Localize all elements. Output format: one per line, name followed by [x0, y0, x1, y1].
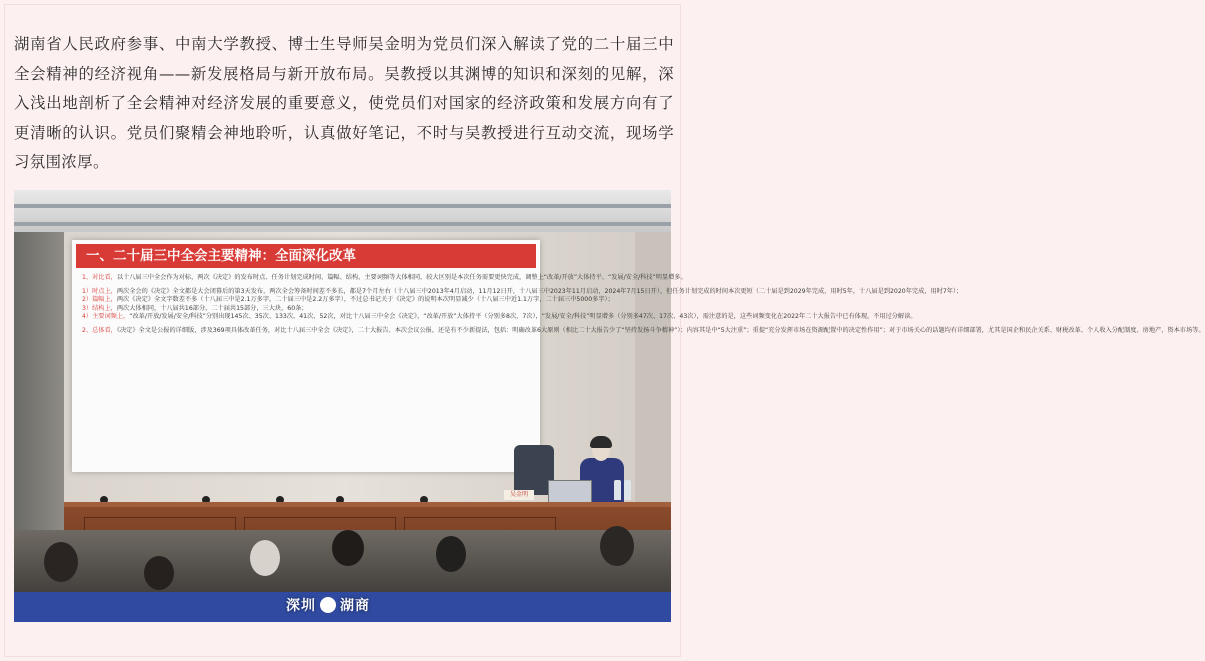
shenzhen-hunan-chamber-logo-icon [320, 597, 336, 613]
slide-line: 2、总体看，《决定》全文是公报的详细版，涉及369项具体改革任务，对比十八届三中全会《决定》，二十大报告、本次会议公报，还是有不少新提法，包括：明确改革6大原则（相比二十大报告少了“坚持发扬斗争精神”）；内容其是中“5大注重”；重提“充分发挥市场在资源配置中的决定性作用”；对于市场关心的话题均有详细部署，尤其是国企和民企关系、财税改革、个人收入分配制度、房地产、资本市场等。 [82, 326, 1205, 334]
left-pillar [14, 232, 64, 562]
audience-head [250, 540, 280, 576]
audience-head [600, 526, 634, 566]
slide-line: 4）主要词频上，“改革/开放/发展/安全/科技”分别出现145次、35次、133次、41次、52次，对比十八届三中全会《决定》，“改革/开放”大体持平（分别多8次，7次），“发展/安全/科技”明显增多（分别多47次、17次、43次），需注意的是，这些词频变化在2022年二十大报告中已有体现，不用过分解读。 [82, 313, 917, 321]
watermark: 深圳 湖商 [286, 598, 370, 614]
lecture-photo [14, 190, 1205, 622]
audience-head [44, 542, 78, 582]
slide-body [82, 274, 1205, 336]
article-paragraph: 湖南省人民政府参事、中南大学教授、博士生导师吴金明为党员们深入解读了党的二十届三中全会精神的经济视角——新发展格局与新开放布局。吴教授以其渊博的知识和深刻的见解，深入浅出地剖析了全会精神对经济发展的重要意义，使党员们对国家的经济政策和发展方向有了更清晰的认识。党员们聚精会神地聆听，认真做好笔记，不时与吴教授进行互动交流，现场学习氛围浓厚。 [14, 35, 674, 171]
ceiling [14, 190, 671, 232]
audience-head [144, 556, 174, 590]
audience-head [332, 530, 364, 566]
slide-line: 3）结构上，两次大体相同，十八届共16部分，二十届共15部分，三大块，60条； [82, 304, 308, 312]
projection-screen [72, 240, 1205, 472]
slide-line: 2）篇幅上，两次《决定》全文字数差不多（十八届三中是2.1万多字，二十届三中是2.2万多字），不过总书记关于《决定》的说明本次明显减少（十八届三中近1.1万字，二十届三中5000多字）； [82, 296, 614, 304]
slide-line: 1、对比看，以十八届三中全会作为对标，两次《决定》的发布时点、任务计划完成时间、篇幅、结构、主要词频等大体相同，较大区别是本次任务需要更快完成，调整上“改革/开放”大体持平、“发展/安全/科技”明显增多。 [82, 274, 687, 281]
nameplate: 吴金明 [504, 490, 534, 500]
speaker-hair [590, 436, 612, 448]
slide-line: 1）时点上，两次全会的《决定》全文都是大会闭幕后的第3天发布，两次全会筹备时间差不多长，都是7个月左右（十八届三中2013年4月启动，11月12日开，十八届三中2023年11月启动，2024年7月15日开），但任务计划完成的时间本次更短（二十届是到2029年完成，用时5年，十八届是到2020年完成，用时7年）； [82, 287, 963, 295]
audience-head [436, 536, 466, 572]
water-bottle [614, 480, 621, 500]
water-bottle [624, 480, 631, 500]
slide-title: 一、二十届三中全会主要精神：全面深化改革 [76, 244, 536, 268]
laptop [548, 480, 592, 504]
